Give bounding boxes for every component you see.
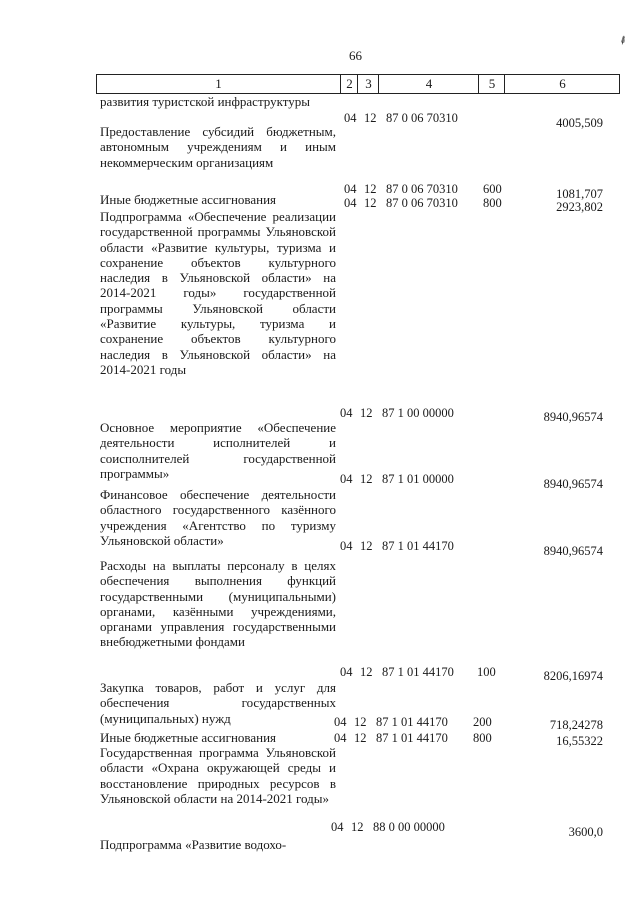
row-code-target: 87 0 06 70310: [386, 196, 458, 210]
row-code-target: 87 1 01 44170: [376, 731, 448, 745]
row-code-subsection: 12: [351, 820, 364, 834]
row-code-section: 04: [344, 111, 357, 125]
header-col-3: 3: [357, 75, 379, 93]
row-code-target: 87 1 01 00000: [382, 472, 454, 486]
row-code-section: 04: [334, 731, 347, 745]
row-code-subsection: 12: [360, 406, 373, 420]
row-code-section: 04: [340, 472, 353, 486]
row-code-subsection: 12: [364, 196, 377, 210]
header-col-2: 2: [340, 75, 358, 93]
row-code-type: 800: [483, 196, 502, 210]
row-code-section: 04: [331, 820, 344, 834]
header-col-1: 1: [215, 76, 222, 91]
row-code-subsection: 12: [360, 539, 373, 553]
row-amount: 8940,96574: [543, 477, 603, 491]
table-header: [96, 74, 620, 94]
row-amount: 16,55322: [556, 734, 603, 748]
row-amount: 4005,509: [556, 116, 603, 130]
row-description: Подпрограмма «Развитие водохо-: [100, 837, 287, 852]
row-description: развития туристской инфраструктуры: [100, 94, 311, 109]
row-code-target: 87 1 00 00000: [382, 406, 454, 420]
row-code-target: 87 1 01 44170: [376, 715, 448, 729]
row-description: Предоставление субсидий бюджетным, автономным учреждениям и иным некоммерческим организациям: [100, 124, 336, 170]
row-code-target: 87 1 01 44170: [382, 539, 454, 553]
row-code-target: 87 0 06 70310: [386, 111, 458, 125]
row-code-subsection: 12: [360, 665, 373, 679]
row-code-type: 800: [473, 731, 492, 745]
row-code-target: 88 0 00 00000: [373, 820, 445, 834]
row-code-section: 04: [340, 406, 353, 420]
row-code-target: 87 0 06 70310: [386, 182, 458, 196]
row-amount: 2923,802: [556, 200, 603, 214]
row-description: Иные бюджетные ассигнования: [100, 192, 277, 207]
row-code-section: 04: [340, 665, 353, 679]
row-code-section: 04: [344, 196, 357, 210]
row-code-subsection: 12: [364, 182, 377, 196]
row-amount: 8940,96574: [543, 544, 603, 558]
row-description: Государственная программа Ульяновской области «Охрана окружающей среды и восстановление природных ресурсов в Ульяновской области на 2014-2021 годы»: [100, 745, 336, 806]
row-description: Закупка товаров, работ и услуг для обеспечения государственных (муниципальных) нужд: [100, 680, 336, 726]
row-amount: 1081,707: [556, 187, 603, 201]
row-code-section: 04: [340, 539, 353, 553]
row-code-subsection: 12: [360, 472, 373, 486]
row-description: Расходы на выплаты персоналу в целях обеспечения выполнения функций государственными (муниципальными) органами, казёнными учреждениями, органами управления государственными внебюджетными фондами: [100, 558, 336, 650]
scan-corner-mark: ⸙: [615, 30, 631, 49]
row-code-subsection: 12: [354, 715, 367, 729]
row-amount: 8206,16974: [543, 669, 603, 683]
row-amount: 8940,96574: [543, 410, 603, 424]
row-code-type: 600: [483, 182, 502, 196]
row-code-section: 04: [344, 182, 357, 196]
row-description: Основное мероприятие «Обеспечение деятельности исполнителей и соисполнителей государственной программы»: [100, 420, 336, 481]
row-code-type: 100: [477, 665, 496, 679]
header-col-6: 6: [504, 75, 620, 93]
page-number: 66: [349, 48, 362, 63]
header-col-5: 5: [478, 75, 505, 93]
row-code-target: 87 1 01 44170: [382, 665, 454, 679]
row-description: Подпрограмма «Обеспечение реализации государственной программы Ульяновской области «Развитие культуры, туризма и сохранение объектов культурного наследия в Ульяновской области» на 2014-2021 годы» государственной программы Ульяновской области «Развитие культуры, туризма и сохранение объектов культурного наследия в Ульяновской области» на 2014-2021 годы: [100, 209, 336, 377]
header-col-4: 4: [378, 75, 479, 93]
row-code-subsection: 12: [354, 731, 367, 745]
row-code-subsection: 12: [364, 111, 377, 125]
row-description: Финансовое обеспечение деятельности областного государственного казённого учреждения «Агентство по туризму Ульяновской области»: [100, 487, 336, 548]
row-amount: 718,24278: [549, 718, 603, 732]
row-amount: 3600,0: [568, 825, 603, 839]
row-code-section: 04: [334, 715, 347, 729]
row-description: Иные бюджетные ассигнования: [100, 730, 277, 745]
row-code-type: 200: [473, 715, 492, 729]
